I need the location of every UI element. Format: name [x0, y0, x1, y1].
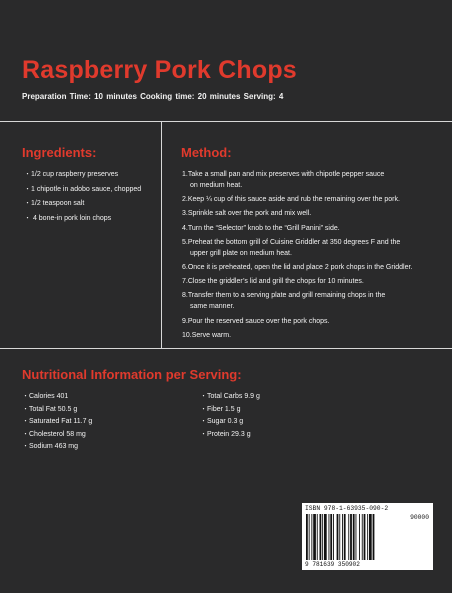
barcode-digits: 9 781639 350902: [305, 561, 360, 568]
barcode-bar: [337, 514, 339, 560]
barcode-bar: [353, 514, 355, 560]
ingredients-heading: Ingredients:: [22, 145, 97, 160]
barcode-bar: [309, 514, 310, 560]
barcode-bar: [333, 514, 334, 560]
barcode-bar: [348, 514, 349, 560]
price-code: 90000: [410, 514, 429, 521]
isbn-barcode: [302, 503, 433, 570]
method-step: [182, 330, 412, 341]
nutrition-list-right: [200, 392, 260, 442]
barcode-bar: [359, 514, 360, 560]
method-step: [182, 316, 412, 327]
method-step: [182, 208, 412, 219]
ingredient-item: ・ 4 bone-in pork loin chops: [24, 214, 112, 222]
method-step: [182, 290, 412, 312]
barcode-bar: [324, 514, 327, 560]
barcode-bar: [362, 514, 363, 560]
nutrition-item: ・Cholesterol 58 mg: [22, 430, 86, 438]
barcode-bar: [329, 514, 330, 560]
method-step-text: 9.Pour the reserved sauce over the pork chops.: [182, 317, 330, 325]
method-step-text: 4.Turn the “Selector” knob to the “Grill Panini” side.: [182, 224, 340, 232]
barcode-bar: [373, 514, 375, 560]
nutrition-item: ・Fiber 1.5 g: [200, 405, 241, 413]
barcode-bar: [311, 514, 312, 560]
barcode-bar: [317, 514, 318, 560]
nutrition-heading: Nutritional Information per Serving:: [22, 367, 242, 382]
method-heading: Method:: [181, 145, 232, 160]
method-step-continuation: upper grill plate on medium heat.: [190, 249, 292, 257]
nutrition-item: ・Calories 401: [22, 393, 69, 400]
bottom-divider: [0, 348, 452, 349]
barcode-bar: [367, 514, 368, 560]
barcode-bars: [306, 514, 398, 560]
barcode-bar: [364, 514, 366, 560]
ingredients-list: [24, 170, 141, 228]
barcode-bar: [330, 514, 332, 560]
method-step: [182, 237, 412, 259]
barcode-bar: [344, 514, 346, 560]
nutrition-item: ・Saturated Fat 11.7 g: [22, 418, 93, 426]
method-steps: [182, 169, 412, 344]
method-step-continuation: on medium heat.: [190, 182, 243, 189]
barcode-bar: [339, 514, 340, 560]
nutrition-item: ・Protein 29.3 g: [200, 430, 251, 438]
method-step-text: 6.Once it is preheated, open the lid and place 2 pork chops in the Griddler.: [182, 263, 413, 271]
barcode-bar: [306, 514, 308, 560]
method-step-continuation: same manner.: [190, 303, 235, 311]
method-step-text: 8.Transfer them to a serving plate and grill remaining chops in the: [182, 292, 386, 300]
column-divider: [161, 121, 162, 349]
recipe-meta: Preparation Time: 10 minutes Cooking time: 20 minutes Serving: 4: [22, 92, 284, 101]
barcode-bar: [342, 514, 343, 560]
nutrition-list-left: [22, 392, 92, 455]
nutrition-item: ・Sodium 463 mg: [22, 443, 79, 451]
ingredient-item: ・1/2 teaspoon salt: [24, 200, 85, 207]
method-step: [182, 194, 412, 205]
recipe-title: Raspberry Pork Chops: [22, 56, 297, 84]
nutrition-item: ・Total Fat 50.5 g: [22, 405, 78, 413]
method-step-text: 10.Serve warm.: [182, 331, 232, 339]
nutrition-item: ・Sugar 0.3 g: [200, 418, 244, 426]
ingredient-item: ・1 chipotle in adobo sauce, chopped: [24, 185, 142, 193]
method-step: [182, 276, 412, 287]
top-divider: [0, 121, 452, 122]
barcode-bar: [320, 514, 322, 560]
method-step-text: 7.Close the griddler’s lid and grill the chops for 10 minutes.: [182, 278, 364, 286]
method-step-text: 3.Sprinkle salt over the pork and mix well.: [182, 210, 312, 218]
method-step-text: 1.Take a small pan and mix preserves with chipotle pepper sauce: [182, 171, 385, 178]
barcode-bar: [356, 514, 357, 560]
method-step-text: 5.Preheat the bottom grill of Cuisine Griddler at 350 degrees F and the: [182, 238, 401, 246]
method-step: [182, 169, 412, 191]
isbn-label: ISBN 978-1-63935-090-2: [305, 505, 389, 512]
method-step: [182, 223, 412, 234]
nutrition-item: ・Total Carbs 9.9 g: [200, 393, 260, 400]
barcode-bar: [369, 514, 372, 560]
method-step: [182, 262, 412, 273]
ingredient-item: ・1/2 cup raspberry preserves: [24, 171, 119, 178]
barcode-bar: [313, 514, 316, 560]
barcode-bar: [322, 514, 323, 560]
barcode-bar: [350, 514, 352, 560]
method-step-text: 2.Keep ¼ cup of this sauce aside and rub the remaining over the pork.: [182, 196, 400, 204]
